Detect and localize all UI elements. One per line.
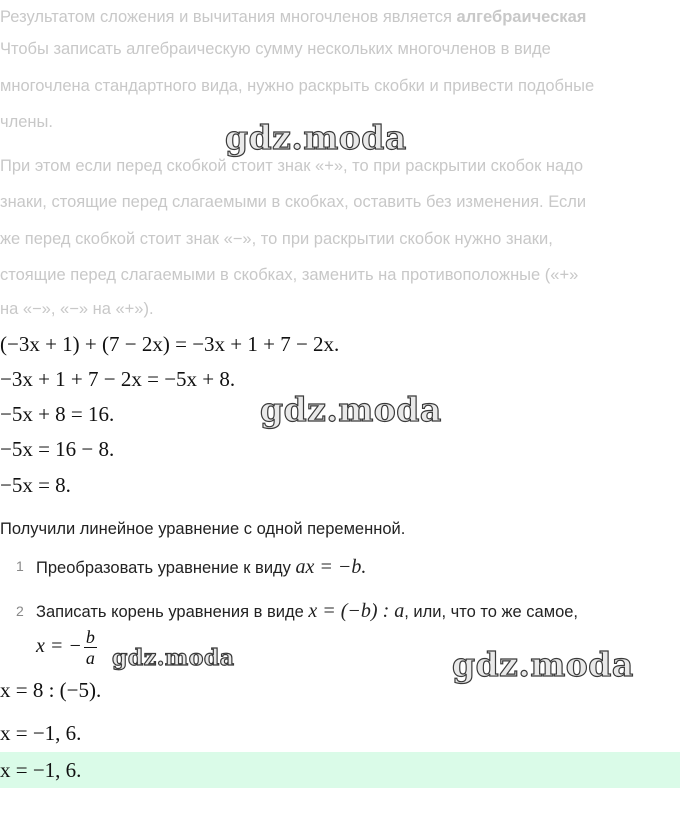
watermark-3: gdz.moda <box>112 645 235 671</box>
final-answer: x = −1, 6. <box>0 758 82 782</box>
fraction-numerator: b <box>85 627 95 647</box>
list-item-1: Преобразовать уравнение к виду ax = −b. <box>36 556 367 578</box>
intro-line-6: знаки, стоящие перед слагаемыми в скобках, оставить без изменения. Если <box>0 193 587 211</box>
conclusion-text: Получили линейное уравнение с одной переменной. <box>0 520 406 538</box>
answer-highlight <box>0 752 680 788</box>
watermark-4: gdz.moda <box>452 645 634 684</box>
intro-line-9: на «−», «−» на «+»). <box>0 300 154 318</box>
equation-step-5: −5x = 8. <box>0 473 71 497</box>
fraction-denominator: a <box>85 648 95 668</box>
equation-step-3: −5x + 8 = 16. <box>0 402 115 426</box>
equation-step-4: −5x = 16 − 8. <box>0 437 115 461</box>
intro-line-1: Результатом сложения и вычитания многочленов является алгебраическая <box>0 8 587 26</box>
solution-step-2: x = −1, 6. <box>0 721 82 745</box>
intro-line-5: При этом если перед скобкой стоит знак «+», то при раскрытии скобок надо <box>0 157 584 175</box>
equation-step-1: (−3x + 1) + (7 − 2x) = −3x + 1 + 7 − 2x. <box>0 332 340 356</box>
intro-line-8: стоящие перед слагаемыми в скобках, заменить на противоположные («+» <box>0 266 579 284</box>
solution-step-1: x = 8 : (−5). <box>0 678 102 702</box>
list-number-2: 2 <box>16 603 24 619</box>
watermark-2: gdz.moda <box>260 390 442 429</box>
intro-line-2: Чтобы записать алгебраическую сумму нескольких многочленов в виде <box>0 40 551 58</box>
intro-bold-term: алгебраическая <box>456 8 587 26</box>
list-item-2: Записать корень уравнения в виде x = (−b) : a, или, что то же самое, <box>36 600 578 622</box>
root-formula: x = − $\frac{b}{a}$ <box>36 627 95 668</box>
intro-line-7: же перед скобкой стоит знак «−», то при раскрытии скобок нужно знаки, <box>0 230 553 248</box>
intro-line-4: члены. <box>0 113 53 131</box>
list-number-1: 1 <box>16 558 24 574</box>
intro-line-3: многочлена стандартного вида, нужно раскрыть скобки и привести подобные <box>0 77 595 95</box>
watermark-1: gdz.moda <box>225 118 407 157</box>
equation-step-2: −3x + 1 + 7 − 2x = −5x + 8. <box>0 367 236 391</box>
